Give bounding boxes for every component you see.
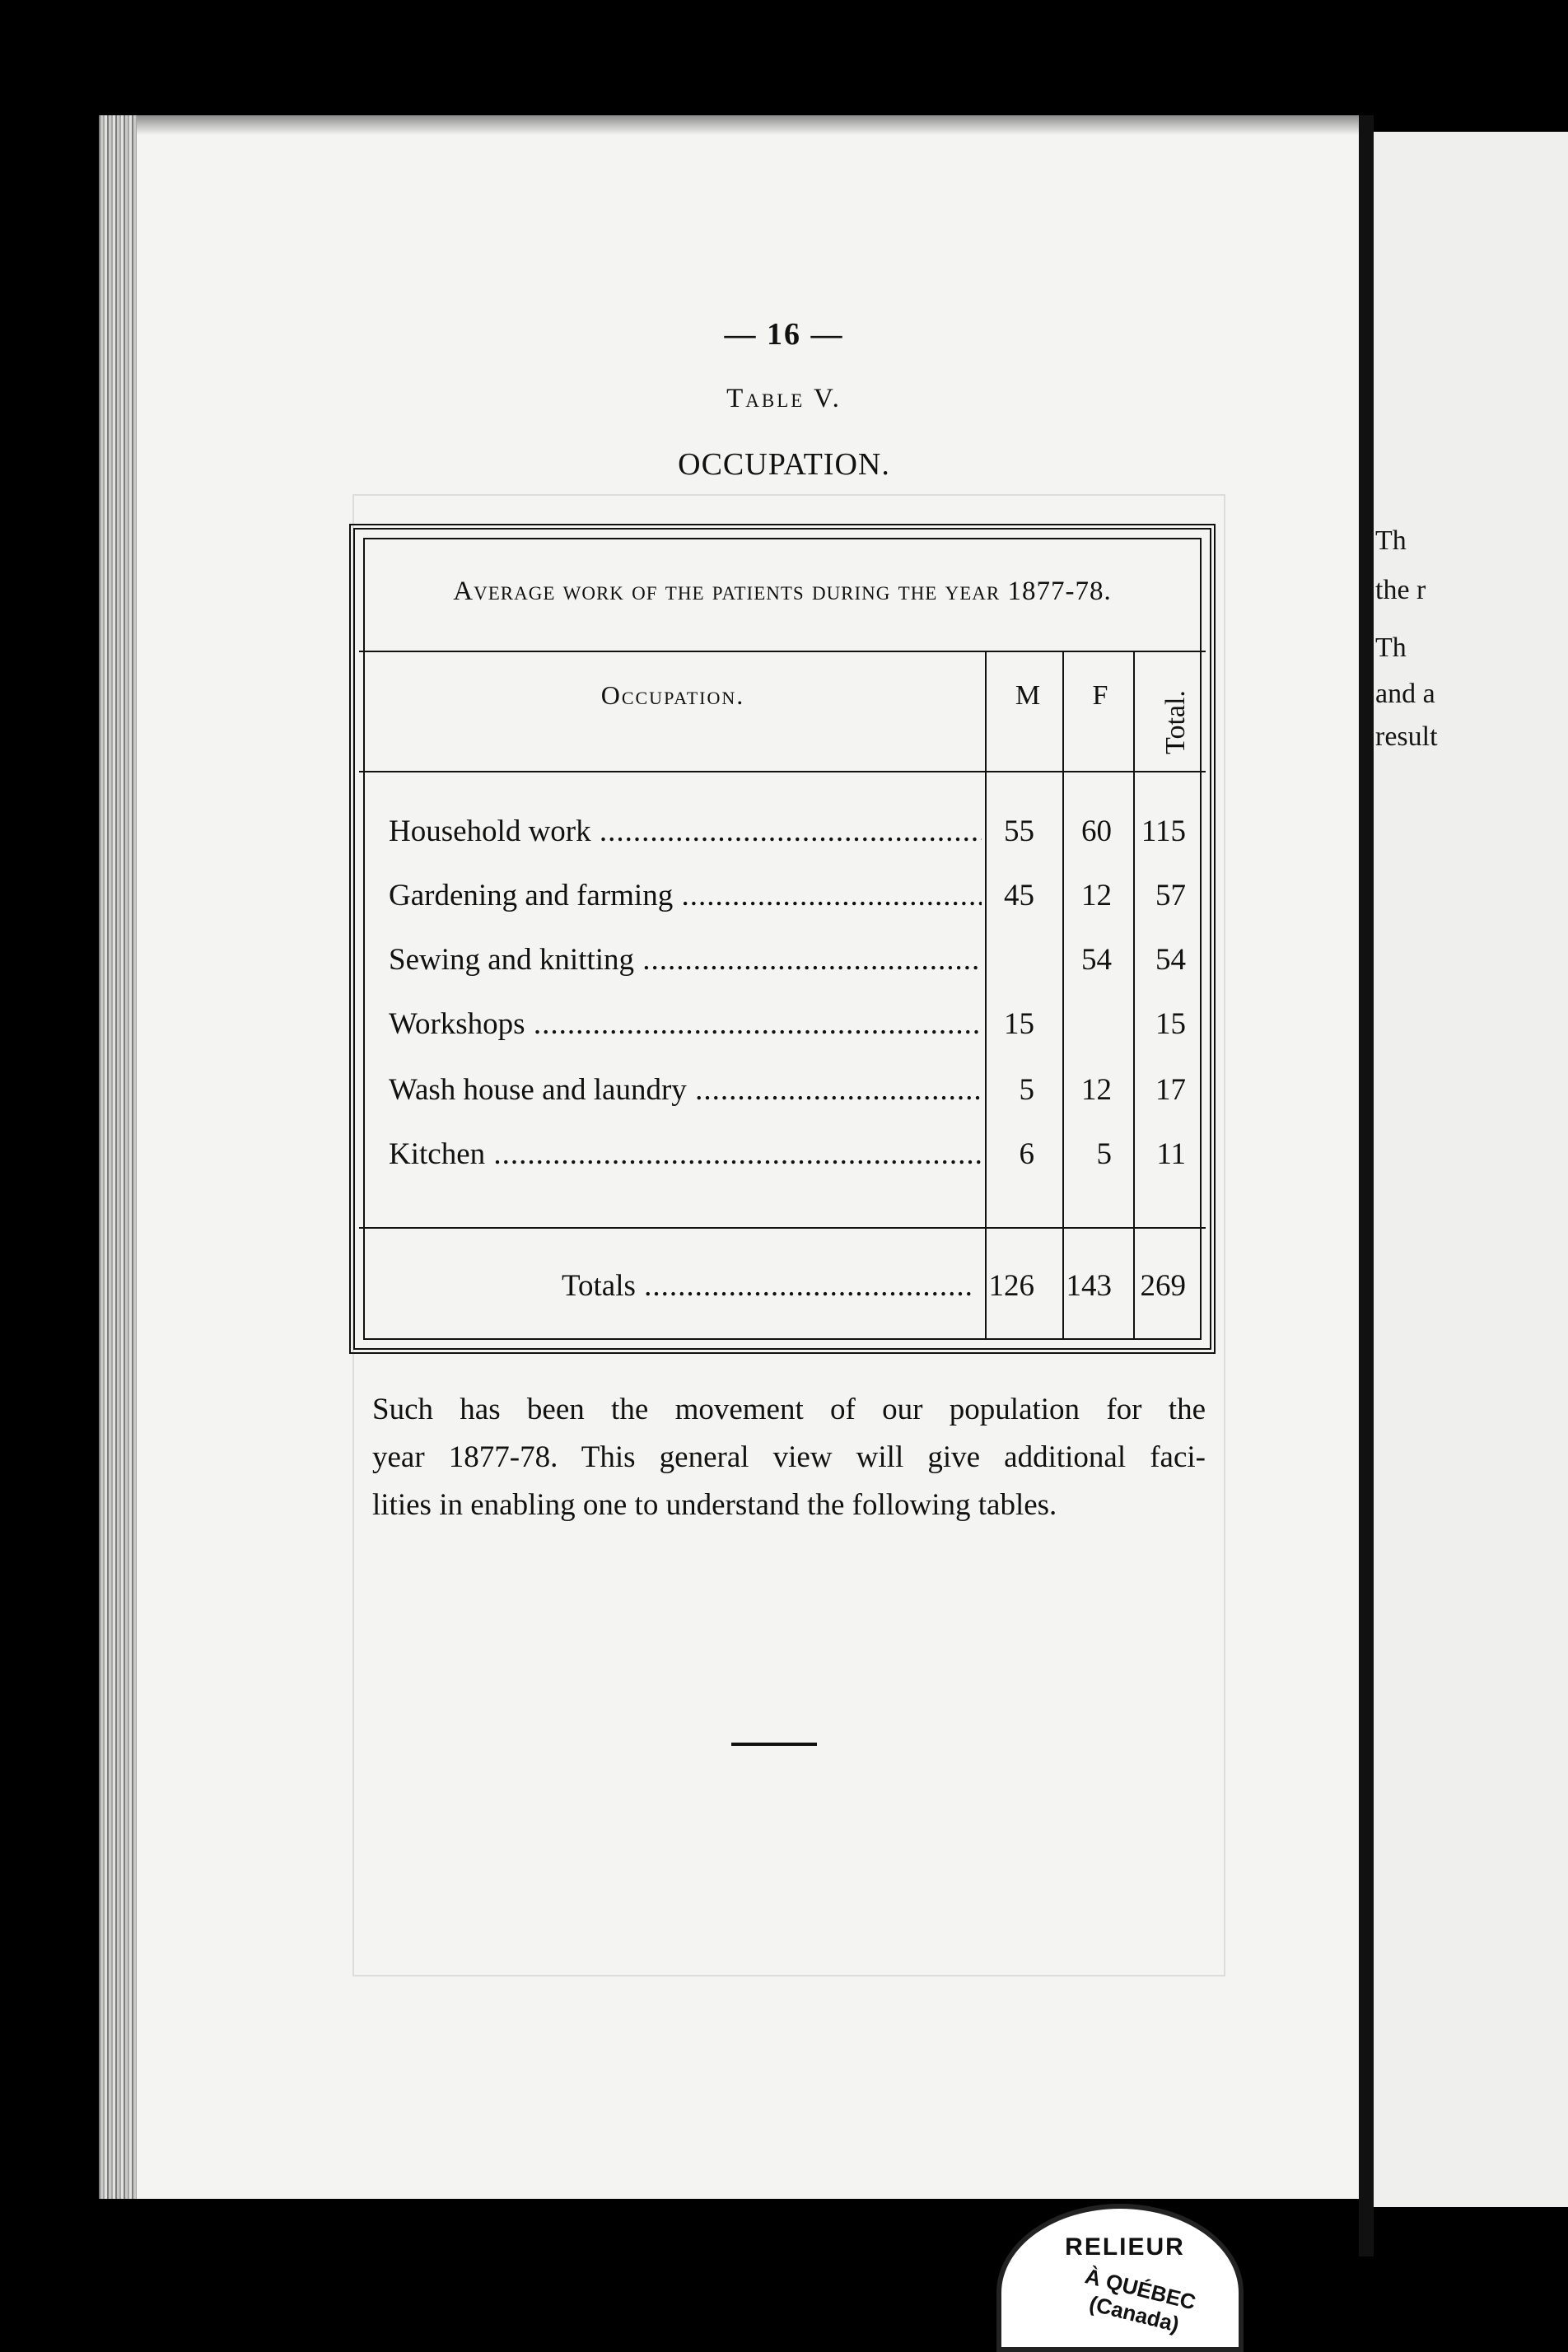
row-m: 15: [1004, 1007, 1034, 1041]
facing-line-3: Th: [1375, 632, 1407, 663]
caption-rule: [359, 651, 1206, 652]
show-through-rule: [1224, 494, 1225, 1976]
facing-line-1: Th: [1375, 525, 1407, 556]
totals-f: 143: [1066, 1269, 1112, 1303]
occupation-table: [349, 524, 1216, 1354]
row-total: 17: [1155, 1073, 1186, 1107]
table-row: [389, 1006, 1204, 1046]
row-total: 11: [1156, 1137, 1186, 1171]
table-caption: Average work of the patients during the year 1877-78.: [453, 576, 1112, 606]
row-m: 55: [1004, 814, 1034, 848]
show-through-rule: [352, 494, 1225, 496]
row-total: 54: [1155, 943, 1186, 977]
body-paragraph: [372, 1386, 1206, 1529]
table-inner-border: [363, 538, 1202, 1340]
facing-page: [1374, 132, 1568, 2207]
table-row: [389, 942, 1204, 982]
row-m: 5: [1019, 1073, 1034, 1107]
show-through-rule: [352, 1975, 1225, 1976]
header-total: Total.: [1160, 690, 1191, 754]
header-f: F: [1092, 680, 1108, 711]
column-rule-f: [1062, 652, 1064, 1339]
book-gutter: [1359, 115, 1374, 2256]
row-m: 6: [1019, 1137, 1034, 1171]
facing-line-2: the r: [1375, 575, 1426, 605]
page-number: — 16 —: [724, 317, 844, 352]
table-row: [389, 1136, 1204, 1176]
totals-row: [389, 1268, 1204, 1308]
header-m: M: [1015, 680, 1041, 711]
paragraph-line: lities in enabling one to understand the following tables.: [372, 1488, 1057, 1522]
page-top-shadow: [99, 115, 1359, 135]
row-label: Workshops .....: [389, 1006, 982, 1042]
totals-rule: [359, 1227, 1206, 1229]
row-total: 15: [1155, 1007, 1186, 1041]
row-f: 54: [1081, 943, 1112, 977]
row-label: Sewing and knitting .....: [389, 942, 982, 978]
row-label: Wash house and laundry .....: [389, 1072, 982, 1108]
row-f: 60: [1081, 814, 1112, 848]
page-edge: [99, 115, 137, 2199]
row-f: 5: [1096, 1137, 1112, 1171]
row-total: 57: [1155, 879, 1186, 912]
stamp-line-1: RELIEUR: [1065, 2233, 1185, 2261]
stamp-line-2: À QUÉBEC (Canada): [1082, 2263, 1199, 2337]
paragraph-line: Such has been the movement of our population for the: [372, 1393, 1206, 1426]
row-f: 12: [1081, 1073, 1112, 1107]
row-label: Kitchen .....: [389, 1136, 982, 1172]
totals-label: Totals .....: [562, 1268, 973, 1304]
table-row: [389, 1072, 1204, 1112]
binder-stamp: [996, 2204, 1244, 2352]
column-rule-total: [1133, 652, 1135, 1339]
totals-m: 126: [988, 1269, 1034, 1303]
table-label: Table V.: [726, 384, 842, 413]
facing-line-4: and a: [1375, 679, 1435, 709]
row-label: Gardening and farming .....: [389, 878, 982, 913]
header-occupation: Occupation.: [600, 680, 745, 710]
row-label: Household work .....: [389, 814, 982, 849]
totals-total: 269: [1140, 1269, 1186, 1303]
header-rule: [359, 771, 1206, 772]
row-f: 12: [1081, 879, 1112, 912]
table-title: OCCUPATION.: [678, 447, 890, 482]
table-row: [389, 814, 1204, 853]
row-m: 45: [1004, 879, 1034, 912]
column-rule-m: [985, 652, 987, 1339]
row-total: 115: [1141, 814, 1186, 848]
table-row: [389, 878, 1204, 917]
paragraph-line: year 1877-78. This general view will give additional faci-: [372, 1440, 1206, 1474]
facing-line-5: result: [1375, 721, 1438, 752]
end-rule: [731, 1743, 817, 1746]
